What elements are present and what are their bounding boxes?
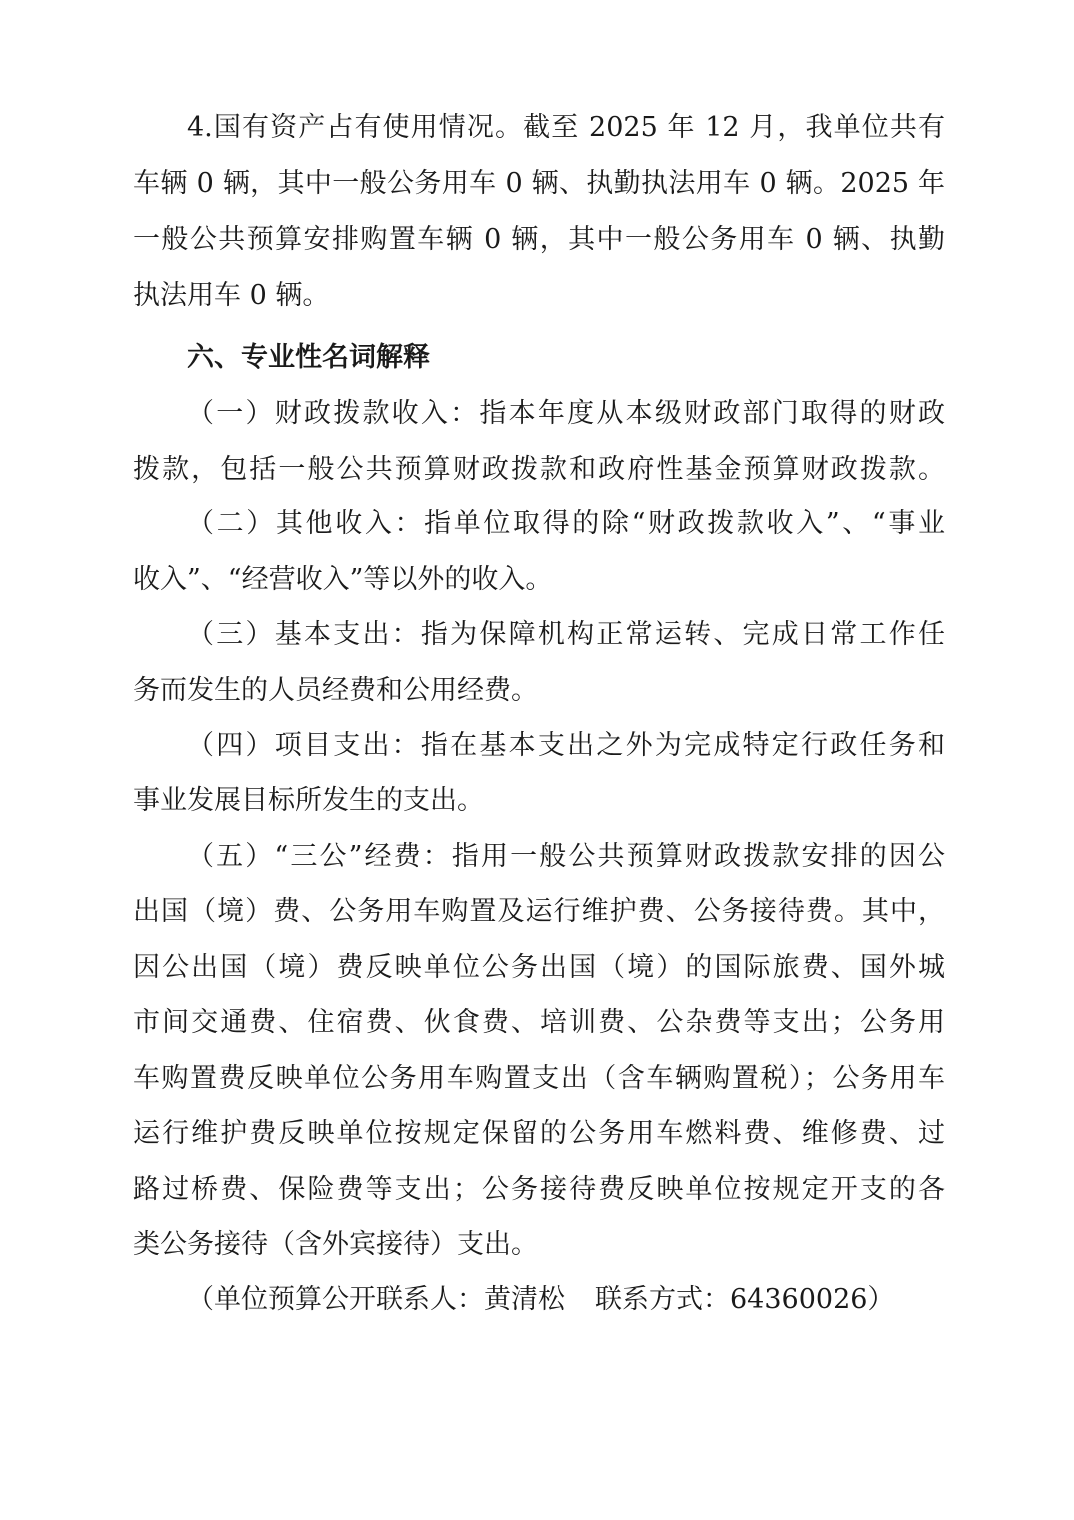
term-line: （五）“三公”经费：指用一般公共预算财政拨款安排的因公 bbox=[187, 841, 945, 872]
section-heading: 六、专业性名词解释 bbox=[187, 342, 430, 373]
term-line: 路过桥费、保险费等支出；公务接待费反映单位按规定开支的各 bbox=[133, 1174, 945, 1205]
contact-line bbox=[187, 1282, 907, 1318]
paragraph-line: 4.国有资产占有使用情况。截至 2025 年 12 月，我单位共有 bbox=[187, 112, 945, 143]
term-line: （三）基本支出：指为保障机构正常运转、完成日常工作任 bbox=[187, 619, 945, 650]
contact-phone: 联系方式：64360026） bbox=[595, 1284, 895, 1315]
term-line: （一）财政拨款收入：指本年度从本级财政部门取得的财政 bbox=[187, 398, 945, 429]
term-line: （二）其他收入：指单位取得的除“财政拨款收入”、“事业 bbox=[187, 508, 945, 539]
term-line: 车购置费反映单位公务用车购置支出（含车辆购置税）；公务用车 bbox=[133, 1063, 945, 1094]
term-line: 拨款，包括一般公共预算财政拨款和政府性基金预算财政拨款。 bbox=[133, 454, 945, 485]
term-line: 事业发展目标所发生的支出。 bbox=[133, 785, 484, 816]
term-line: 务而发生的人员经费和公用经费。 bbox=[133, 675, 538, 706]
term-line: 运行维护费反映单位按规定保留的公务用车燃料费、维修费、过 bbox=[133, 1118, 945, 1149]
paragraph-line: 车辆 0 辆，其中一般公务用车 0 辆、执勤执法用车 0 辆。2025 年 bbox=[133, 168, 945, 199]
term-line: （四）项目支出：指在基本支出之外为完成特定行政任务和 bbox=[187, 730, 945, 761]
term-line: 因公出国（境）费反映单位公务出国（境）的国际旅费、国外城 bbox=[133, 952, 945, 983]
paragraph-line: 一般公共预算安排购置车辆 0 辆，其中一般公务用车 0 辆、执勤 bbox=[133, 224, 945, 255]
term-line: 市间交通费、住宿费、伙食费、培训费、公杂费等支出；公务用 bbox=[133, 1007, 945, 1038]
term-line: 类公务接待（含外宾接待）支出。 bbox=[133, 1229, 538, 1260]
term-line: 出国（境）费、公务用车购置及运行维护费、公务接待费。其中， bbox=[133, 896, 945, 927]
contact-person: （单位预算公开联系人：黄清松 bbox=[187, 1284, 565, 1315]
paragraph-line: 执法用车 0 辆。 bbox=[133, 280, 330, 311]
term-line: 收入”、“经营收入”等以外的收入。 bbox=[133, 564, 553, 595]
